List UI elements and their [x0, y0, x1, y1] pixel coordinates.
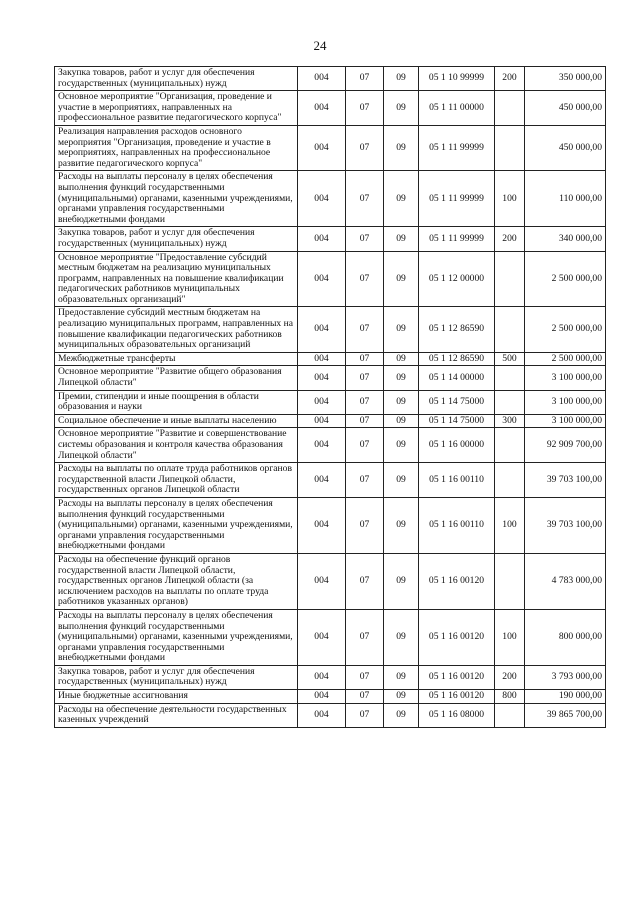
table-row — [55, 227, 606, 251]
row-subsection-code: 09 — [384, 665, 419, 689]
row-target-article: 05 1 12 00000 — [419, 251, 495, 307]
row-subsection-code: 09 — [384, 91, 419, 126]
table-row — [55, 703, 606, 727]
row-section-code: 07 — [346, 307, 384, 352]
row-subsection-code: 09 — [384, 67, 419, 91]
row-expense-type: 100 — [495, 497, 525, 553]
row-amount: 3 793 000,00 — [525, 665, 606, 689]
row-name: Расходы на выплаты персоналу в целях обеспечения выполнения функций государственными (муниципальными) органами, казенными учреждениями, органами управления государственными внебюджетными фондами — [55, 497, 298, 553]
row-ministry-code: 004 — [298, 390, 346, 414]
row-target-article: 05 1 14 75000 — [419, 390, 495, 414]
row-name: Иные бюджетные ассигнования — [55, 690, 298, 704]
row-name: Закупка товаров, работ и услуг для обеспечения государственных (муниципальных) нужд — [55, 665, 298, 689]
row-amount: 450 000,00 — [525, 125, 606, 170]
row-expense-type: 100 — [495, 609, 525, 665]
row-target-article: 05 1 16 00110 — [419, 497, 495, 553]
row-expense-type: 300 — [495, 414, 525, 428]
row-subsection-code: 09 — [384, 366, 419, 390]
row-subsection-code: 09 — [384, 690, 419, 704]
row-ministry-code: 004 — [298, 125, 346, 170]
row-name: Реализация направления расходов основного мероприятия "Организация, проведение и участие в мероприятиях, направленных на профессиональное развитие педагогического корпуса" — [55, 125, 298, 170]
row-ministry-code: 004 — [298, 497, 346, 553]
table-row — [55, 390, 606, 414]
row-target-article: 05 1 11 00000 — [419, 91, 495, 126]
table-row — [55, 609, 606, 665]
row-expense-type — [495, 366, 525, 390]
row-target-article: 05 1 16 00120 — [419, 553, 495, 609]
row-ministry-code: 004 — [298, 307, 346, 352]
row-expense-type — [495, 125, 525, 170]
table-row — [55, 690, 606, 704]
row-ministry-code: 004 — [298, 366, 346, 390]
table-row — [55, 366, 606, 390]
row-amount: 800 000,00 — [525, 609, 606, 665]
table-row — [55, 414, 606, 428]
table-row — [55, 553, 606, 609]
row-amount: 39 703 100,00 — [525, 463, 606, 498]
row-expense-type: 500 — [495, 352, 525, 366]
row-section-code: 07 — [346, 414, 384, 428]
row-name: Межбюджетные трансферты — [55, 352, 298, 366]
row-amount: 2 500 000,00 — [525, 307, 606, 352]
row-section-code: 07 — [346, 366, 384, 390]
table-row — [55, 307, 606, 352]
row-section-code: 07 — [346, 171, 384, 227]
row-name: Основное мероприятие "Организация, проведение и участие в мероприятиях, направленных на профессиональное развитие педагогического корпуса" — [55, 91, 298, 126]
row-section-code: 07 — [346, 67, 384, 91]
row-section-code: 07 — [346, 428, 384, 463]
row-target-article: 05 1 16 00120 — [419, 665, 495, 689]
row-ministry-code: 004 — [298, 251, 346, 307]
table-row — [55, 91, 606, 126]
row-section-code: 07 — [346, 609, 384, 665]
table-row — [55, 251, 606, 307]
row-expense-type — [495, 428, 525, 463]
row-expense-type: 200 — [495, 67, 525, 91]
row-subsection-code: 09 — [384, 497, 419, 553]
table-row — [55, 497, 606, 553]
row-expense-type — [495, 390, 525, 414]
row-name: Расходы на обеспечение функций органов государственной власти Липецкой области, государственных органов Липецкой области (за исключением расходов на выплаты по оплате труда работников указанных органов) — [55, 553, 298, 609]
row-ministry-code: 004 — [298, 690, 346, 704]
row-amount: 340 000,00 — [525, 227, 606, 251]
row-section-code: 07 — [346, 352, 384, 366]
row-subsection-code: 09 — [384, 428, 419, 463]
row-ministry-code: 004 — [298, 171, 346, 227]
row-section-code: 07 — [346, 125, 384, 170]
table-row — [55, 463, 606, 498]
budget-table — [54, 66, 606, 728]
row-ministry-code: 004 — [298, 665, 346, 689]
row-subsection-code: 09 — [384, 352, 419, 366]
row-amount: 4 783 000,00 — [525, 553, 606, 609]
row-target-article: 05 1 16 00120 — [419, 609, 495, 665]
row-target-article: 05 1 16 00000 — [419, 428, 495, 463]
row-name: Расходы на обеспечение деятельности государственных казенных учреждений — [55, 703, 298, 727]
row-subsection-code: 09 — [384, 390, 419, 414]
row-amount: 450 000,00 — [525, 91, 606, 126]
row-target-article: 05 1 11 99999 — [419, 125, 495, 170]
row-ministry-code: 004 — [298, 553, 346, 609]
row-section-code: 07 — [346, 703, 384, 727]
row-target-article: 05 1 12 86590 — [419, 352, 495, 366]
row-name: Основное мероприятие "Предоставление субсидий местным бюджетам на реализацию муниципальных программ, направленных на повышение квалификации педагогических работников муниципальных образовательных организаций" — [55, 251, 298, 307]
row-expense-type: 100 — [495, 171, 525, 227]
row-name: Закупка товаров, работ и услуг для обеспечения государственных (муниципальных) нужд — [55, 227, 298, 251]
page-number: 24 — [313, 38, 327, 53]
row-target-article: 05 1 14 00000 — [419, 366, 495, 390]
row-subsection-code: 09 — [384, 125, 419, 170]
row-amount: 3 100 000,00 — [525, 390, 606, 414]
row-name: Расходы на выплаты персоналу в целях обеспечения выполнения функций государственными (муниципальными) органами, казенными учреждениями, органами управления государственными внебюджетными фондами — [55, 609, 298, 665]
row-name: Основное мероприятие "Развитие и совершенствование системы образования и контроля качества образования Липецкой области" — [55, 428, 298, 463]
row-name: Основное мероприятие "Развитие общего образования Липецкой области" — [55, 366, 298, 390]
row-subsection-code: 09 — [384, 463, 419, 498]
row-section-code: 07 — [346, 463, 384, 498]
row-amount: 2 500 000,00 — [525, 251, 606, 307]
row-name: Расходы на выплаты персоналу в целях обеспечения выполнения функций государственными (муниципальными) органами, казенными учреждениями, органами управления государственными внебюджетными фондами — [55, 171, 298, 227]
table-row — [55, 352, 606, 366]
row-ministry-code: 004 — [298, 91, 346, 126]
row-subsection-code: 09 — [384, 553, 419, 609]
row-amount: 3 100 000,00 — [525, 366, 606, 390]
row-section-code: 07 — [346, 91, 384, 126]
row-amount: 39 865 700,00 — [525, 703, 606, 727]
row-subsection-code: 09 — [384, 171, 419, 227]
row-expense-type: 200 — [495, 227, 525, 251]
row-expense-type: 200 — [495, 665, 525, 689]
table-row — [55, 171, 606, 227]
row-amount: 3 100 000,00 — [525, 414, 606, 428]
row-amount: 2 500 000,00 — [525, 352, 606, 366]
row-subsection-code: 09 — [384, 251, 419, 307]
row-expense-type — [495, 463, 525, 498]
row-subsection-code: 09 — [384, 227, 419, 251]
row-ministry-code: 004 — [298, 428, 346, 463]
row-subsection-code: 09 — [384, 609, 419, 665]
row-subsection-code: 09 — [384, 414, 419, 428]
row-ministry-code: 004 — [298, 609, 346, 665]
row-name: Социальное обеспечение и иные выплаты населению — [55, 414, 298, 428]
row-name: Расходы на выплаты по оплате труда работников органов государственной власти Липецкой области, государственных органов Липецкой области — [55, 463, 298, 498]
table-row — [55, 67, 606, 91]
row-target-article: 05 1 16 00120 — [419, 690, 495, 704]
row-section-code: 07 — [346, 553, 384, 609]
table-row — [55, 428, 606, 463]
row-subsection-code: 09 — [384, 307, 419, 352]
row-expense-type — [495, 307, 525, 352]
row-section-code: 07 — [346, 690, 384, 704]
row-expense-type — [495, 91, 525, 126]
budget-table-body — [55, 67, 606, 728]
row-target-article: 05 1 11 99999 — [419, 227, 495, 251]
row-amount: 110 000,00 — [525, 171, 606, 227]
row-target-article: 05 1 12 86590 — [419, 307, 495, 352]
row-target-article: 05 1 16 00110 — [419, 463, 495, 498]
row-amount: 39 703 100,00 — [525, 497, 606, 553]
row-ministry-code: 004 — [298, 227, 346, 251]
row-name: Предоставление субсидий местным бюджетам на реализацию муниципальных программ, направленных на повышение квалификации педагогических работников муниципальных образовательных организаций — [55, 307, 298, 352]
row-ministry-code: 004 — [298, 414, 346, 428]
row-section-code: 07 — [346, 390, 384, 414]
row-section-code: 07 — [346, 227, 384, 251]
row-target-article: 05 1 14 75000 — [419, 414, 495, 428]
row-ministry-code: 004 — [298, 463, 346, 498]
row-target-article: 05 1 11 99999 — [419, 171, 495, 227]
row-target-article: 05 1 16 08000 — [419, 703, 495, 727]
row-name: Премии, стипендии и иные поощрения в области образования и науки — [55, 390, 298, 414]
row-ministry-code: 004 — [298, 67, 346, 91]
row-target-article: 05 1 10 99999 — [419, 67, 495, 91]
table-row — [55, 665, 606, 689]
row-ministry-code: 004 — [298, 703, 346, 727]
row-amount: 190 000,00 — [525, 690, 606, 704]
row-amount: 92 909 700,00 — [525, 428, 606, 463]
row-name: Закупка товаров, работ и услуг для обеспечения государственных (муниципальных) нужд — [55, 67, 298, 91]
row-expense-type: 800 — [495, 690, 525, 704]
row-expense-type — [495, 553, 525, 609]
table-row — [55, 125, 606, 170]
row-section-code: 07 — [346, 665, 384, 689]
row-section-code: 07 — [346, 251, 384, 307]
row-section-code: 07 — [346, 497, 384, 553]
row-expense-type — [495, 703, 525, 727]
row-expense-type — [495, 251, 525, 307]
row-subsection-code: 09 — [384, 703, 419, 727]
row-amount: 350 000,00 — [525, 67, 606, 91]
row-ministry-code: 004 — [298, 352, 346, 366]
